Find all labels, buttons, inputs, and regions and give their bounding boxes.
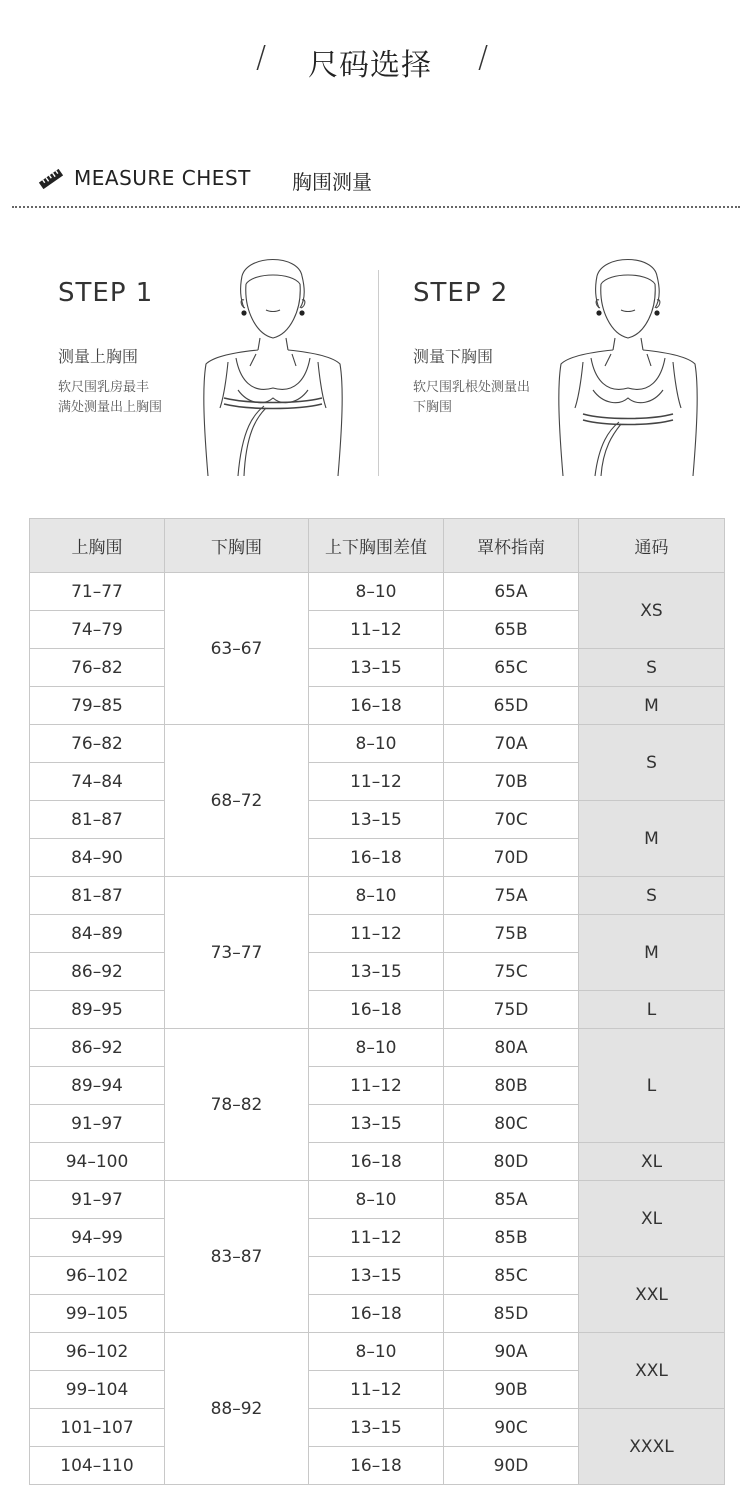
size-code-cell: XL: [579, 1143, 725, 1181]
step-subtitle: 测量上胸围: [58, 347, 139, 366]
chest-difference-cell: 11–12: [309, 915, 444, 953]
table-header-row: [30, 519, 725, 573]
size-code-cell: XXL: [579, 1257, 725, 1333]
cup-size-cell: 80A: [444, 1029, 579, 1067]
size-code-cell: S: [579, 877, 725, 915]
cup-size-cell: 65B: [444, 611, 579, 649]
upper-chest-cell: 71–77: [30, 573, 165, 611]
cup-size-cell: 80D: [444, 1143, 579, 1181]
cup-size-cell: 65D: [444, 687, 579, 725]
header-size-code: 通码: [579, 519, 725, 573]
upper-chest-cell: 84–90: [30, 839, 165, 877]
header-cup-guide: 罩杯指南: [444, 519, 579, 573]
header-chest-difference: 上下胸围差值: [309, 519, 444, 573]
chest-difference-cell: 8–10: [309, 877, 444, 915]
chest-difference-cell: 11–12: [309, 1067, 444, 1105]
cup-size-cell: 75D: [444, 991, 579, 1029]
ruler-icon: [38, 168, 64, 190]
table-row: [30, 991, 725, 1029]
upper-chest-cell: 89–95: [30, 991, 165, 1029]
section-title-cn: 胸围测量: [292, 170, 372, 194]
upper-chest-cell: 74–84: [30, 763, 165, 801]
size-code-cell: M: [579, 915, 725, 991]
upper-chest-cell: 81–87: [30, 877, 165, 915]
cup-size-cell: 85D: [444, 1295, 579, 1333]
chest-difference-cell: 16–18: [309, 1143, 444, 1181]
cup-size-cell: 70D: [444, 839, 579, 877]
cup-size-cell: 75A: [444, 877, 579, 915]
chest-difference-cell: 16–18: [309, 1447, 444, 1485]
size-chart-body: [30, 573, 725, 1485]
cup-size-cell: 90D: [444, 1447, 579, 1485]
chest-difference-cell: 13–15: [309, 1257, 444, 1295]
chest-difference-cell: 11–12: [309, 611, 444, 649]
table-row: [30, 1333, 725, 1371]
under-chest-cell: 78–82: [165, 1029, 309, 1181]
cup-size-cell: 70C: [444, 801, 579, 839]
step-title: STEP 1: [58, 278, 154, 308]
header-upper-chest: 上胸围: [30, 519, 165, 573]
dotted-divider: [12, 206, 740, 208]
cup-size-cell: 90B: [444, 1371, 579, 1409]
chest-difference-cell: 11–12: [309, 1371, 444, 1409]
table-row: [30, 1257, 725, 1295]
size-code-cell: XXL: [579, 1333, 725, 1409]
table-row: [30, 801, 725, 839]
under-chest-cell: 68–72: [165, 725, 309, 877]
cup-size-cell: 85A: [444, 1181, 579, 1219]
upper-chest-cell: 96–102: [30, 1257, 165, 1295]
chest-difference-cell: 16–18: [309, 687, 444, 725]
size-code-cell: M: [579, 801, 725, 877]
cup-size-cell: 80B: [444, 1067, 579, 1105]
size-chart-table: [29, 518, 725, 1485]
cup-size-cell: 90C: [444, 1409, 579, 1447]
step-description-line: 下胸围: [413, 400, 453, 415]
under-chest-figure-illustration: [553, 258, 703, 478]
upper-chest-cell: 99–105: [30, 1295, 165, 1333]
table-row: [30, 1029, 725, 1067]
size-code-cell: XXXL: [579, 1409, 725, 1485]
size-code-cell: L: [579, 991, 725, 1029]
chest-difference-cell: 13–15: [309, 953, 444, 991]
chest-difference-cell: 8–10: [309, 1333, 444, 1371]
upper-chest-cell: 104–110: [30, 1447, 165, 1485]
step-subtitle: 测量下胸围: [413, 347, 494, 366]
chest-difference-cell: 13–15: [309, 649, 444, 687]
size-code-cell: S: [579, 725, 725, 801]
chest-difference-cell: 16–18: [309, 1295, 444, 1333]
size-code-cell: XS: [579, 573, 725, 649]
table-row: [30, 649, 725, 687]
table-row: [30, 687, 725, 725]
upper-chest-cell: 89–94: [30, 1067, 165, 1105]
vertical-divider: [378, 270, 379, 476]
chest-difference-cell: 8–10: [309, 725, 444, 763]
cup-size-cell: 85B: [444, 1219, 579, 1257]
title-slash-left: /: [256, 40, 267, 75]
chest-difference-cell: 8–10: [309, 573, 444, 611]
table-row: [30, 1181, 725, 1219]
table-row: [30, 877, 725, 915]
upper-chest-cell: 84–89: [30, 915, 165, 953]
cup-size-cell: 65A: [444, 573, 579, 611]
table-row: [30, 915, 725, 953]
cup-size-cell: 85C: [444, 1257, 579, 1295]
section-title-en: MEASURE CHEST: [74, 166, 251, 190]
upper-chest-cell: 96–102: [30, 1333, 165, 1371]
chest-difference-cell: 11–12: [309, 763, 444, 801]
size-code-cell: L: [579, 1029, 725, 1143]
size-code-cell: XL: [579, 1181, 725, 1257]
upper-chest-cell: 74–79: [30, 611, 165, 649]
upper-chest-cell: 79–85: [30, 687, 165, 725]
step-2: [413, 270, 750, 480]
header-under-chest: 下胸围: [165, 519, 309, 573]
under-chest-cell: 73–77: [165, 877, 309, 1029]
cup-size-cell: 90A: [444, 1333, 579, 1371]
step-description: [58, 378, 188, 418]
cup-size-cell: 65C: [444, 649, 579, 687]
cup-size-cell: 80C: [444, 1105, 579, 1143]
table-row: [30, 725, 725, 763]
chest-difference-cell: 16–18: [309, 991, 444, 1029]
upper-chest-cell: 86–92: [30, 953, 165, 991]
step-title: STEP 2: [413, 278, 509, 308]
upper-chest-cell: 101–107: [30, 1409, 165, 1447]
step-description-line: 软尺围乳房最丰: [58, 380, 150, 395]
upper-chest-figure-illustration: [198, 258, 348, 478]
table-row: [30, 1143, 725, 1181]
page-title: 尺码选择: [308, 48, 432, 83]
table-row: [30, 573, 725, 611]
under-chest-cell: 88–92: [165, 1333, 309, 1485]
chest-difference-cell: 8–10: [309, 1029, 444, 1067]
under-chest-cell: 63–67: [165, 573, 309, 725]
step-1: [58, 270, 398, 480]
cup-size-cell: 75C: [444, 953, 579, 991]
step-description: [413, 378, 543, 418]
chest-difference-cell: 16–18: [309, 839, 444, 877]
size-code-cell: S: [579, 649, 725, 687]
upper-chest-cell: 86–92: [30, 1029, 165, 1067]
chest-difference-cell: 8–10: [309, 1181, 444, 1219]
page-title-row: [0, 40, 750, 83]
upper-chest-cell: 99–104: [30, 1371, 165, 1409]
upper-chest-cell: 94–99: [30, 1219, 165, 1257]
cup-size-cell: 75B: [444, 915, 579, 953]
chest-difference-cell: 13–15: [309, 1409, 444, 1447]
chest-difference-cell: 13–15: [309, 801, 444, 839]
upper-chest-cell: 91–97: [30, 1105, 165, 1143]
cup-size-cell: 70A: [444, 725, 579, 763]
step-description-line: 满处测量出上胸围: [58, 400, 163, 415]
size-code-cell: M: [579, 687, 725, 725]
table-row: [30, 1409, 725, 1447]
chest-difference-cell: 11–12: [309, 1219, 444, 1257]
upper-chest-cell: 76–82: [30, 725, 165, 763]
upper-chest-cell: 76–82: [30, 649, 165, 687]
under-chest-cell: 83–87: [165, 1181, 309, 1333]
step-description-line: 软尺围乳根处测量出: [413, 380, 531, 395]
upper-chest-cell: 91–97: [30, 1181, 165, 1219]
title-slash-right: /: [478, 40, 489, 75]
upper-chest-cell: 94–100: [30, 1143, 165, 1181]
cup-size-cell: 70B: [444, 763, 579, 801]
chest-difference-cell: 13–15: [309, 1105, 444, 1143]
upper-chest-cell: 81–87: [30, 801, 165, 839]
